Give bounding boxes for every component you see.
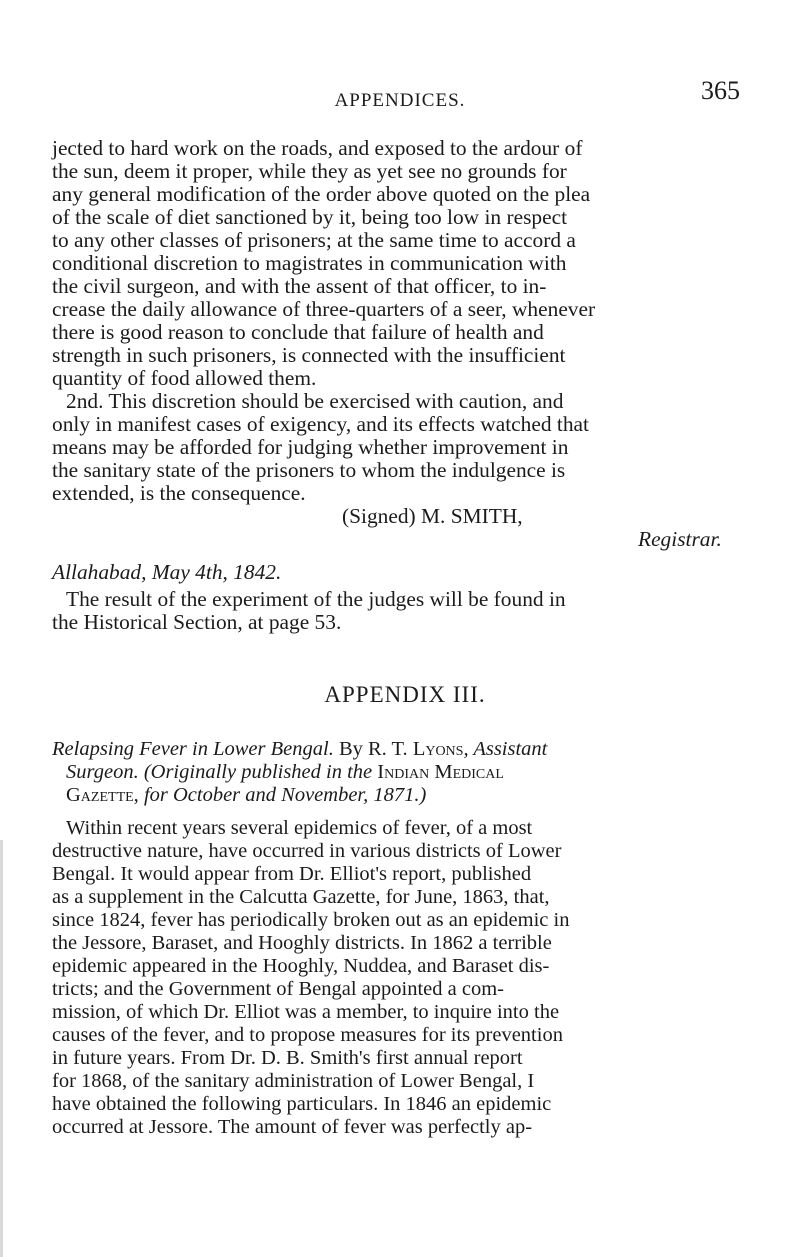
text-line: there is good reason to conclude that failure of health and: [52, 320, 544, 344]
text-line: epidemic appeared in the Hooghly, Nuddea, and Baraset dis-: [52, 955, 550, 977]
article-title: Relapsing Fever in Lower Bengal.: [52, 738, 334, 760]
signature-title: Registrar.: [638, 527, 722, 551]
paragraph-order-continued: [52, 137, 758, 390]
text-line: since 1824, fever has periodically broken out as an epidemic in: [52, 909, 570, 931]
byline: By R. T.: [333, 738, 413, 760]
text-line: tricts; and the Government of Bengal appointed a com-: [52, 978, 505, 1000]
journal-name-cont: Gazette,: [66, 784, 139, 806]
text-line: the Jessore, Baraset, and Hooghly districts. In 1862 a terrible: [52, 932, 552, 954]
text-line: occurred at Jessore. The amount of fever was perfectly ap-: [52, 1116, 533, 1138]
author-role: , Assistant: [463, 738, 548, 760]
text-line: for 1868, of the sanitary administration of Lower Bengal, I: [52, 1070, 535, 1092]
text-line: mission, of which Dr. Elliot was a member, to inquire into the: [52, 1001, 560, 1023]
journal-name: Indian Medical: [377, 761, 504, 783]
appendix-heading: APPENDIX III.: [324, 682, 486, 707]
page-edge-shadow: [0, 840, 3, 1257]
result-paragraph: [52, 588, 758, 634]
text-line: only in manifest cases of exigency, and its effects watched that: [52, 412, 589, 436]
text-line: of the scale of diet sanctioned by it, being too low in respect: [52, 205, 568, 229]
text-line: strength in such prisoners, is connected with the insufficient: [52, 343, 566, 367]
text-line: 2nd. This discretion should be exercised with caution, and: [66, 389, 564, 413]
spacer: [52, 634, 758, 678]
text-line: any general modification of the order above quoted on the plea: [52, 182, 591, 206]
text-line: jected to hard work on the roads, and exposed to the ardour of: [52, 136, 583, 160]
text-line: means may be afforded for judging whether improvement in: [52, 435, 569, 459]
text-line: as a supplement in the Calcutta Gazette, for June, 1863, that,: [52, 886, 550, 908]
place-and-date: Allahabad, May 4th, 1842.: [52, 560, 282, 584]
author-name: Lyons: [412, 738, 464, 760]
text-line: quantity of food allowed them.: [52, 366, 317, 390]
text-line: conditional discretion to magistrates in communication with: [52, 251, 567, 275]
text-line: have obtained the following particulars. In 1846 an epidemic: [52, 1093, 552, 1115]
text-line: extended, is the consequence.: [52, 481, 306, 505]
text-line: the Historical Section, at page 53.: [52, 610, 342, 634]
paragraph-second-point: [52, 390, 758, 505]
spacer: [52, 712, 758, 738]
title-line: [52, 738, 758, 761]
text-line: the sanitary state of the prisoners to whom the indulgence is: [52, 458, 566, 482]
text-line: in future years. From Dr. D. B. Smith's first annual report: [52, 1047, 523, 1069]
text-line: The result of the experiment of the judges will be found in: [66, 587, 566, 611]
text-line: crease the daily allowance of three-quarters of a seer, whenever: [52, 297, 596, 321]
text-line: to any other classes of prisoners; at the same time to accord a: [52, 228, 576, 252]
publication-note: (Originally published in the: [138, 761, 378, 783]
title-line: [52, 784, 758, 807]
publication-date: for October and November, 1871.): [138, 784, 427, 806]
text-line: Bengal. It would appear from Dr. Elliot's report, published: [52, 863, 532, 885]
page-body: [52, 137, 758, 1139]
appendix-title: [52, 738, 758, 807]
text-line: Within recent years several epidemics of fever, of a most: [66, 817, 533, 839]
title-line: [52, 761, 758, 784]
author-role-cont: Surgeon.: [66, 761, 139, 783]
text-line: destructive nature, have occurred in various districts of Lower: [52, 840, 562, 862]
appendix-body: [52, 817, 758, 1139]
text-line: causes of the fever, and to propose measures for its prevention: [52, 1024, 563, 1046]
text-line: the sun, deem it proper, while they as yet see no grounds for: [52, 159, 567, 183]
running-head: APPENDICES.: [334, 90, 466, 111]
page-number: 365: [701, 76, 740, 105]
text-line: the civil surgeon, and with the assent of that officer, to in-: [52, 274, 547, 298]
signature-line: (Signed) M. SMITH,: [342, 504, 523, 528]
